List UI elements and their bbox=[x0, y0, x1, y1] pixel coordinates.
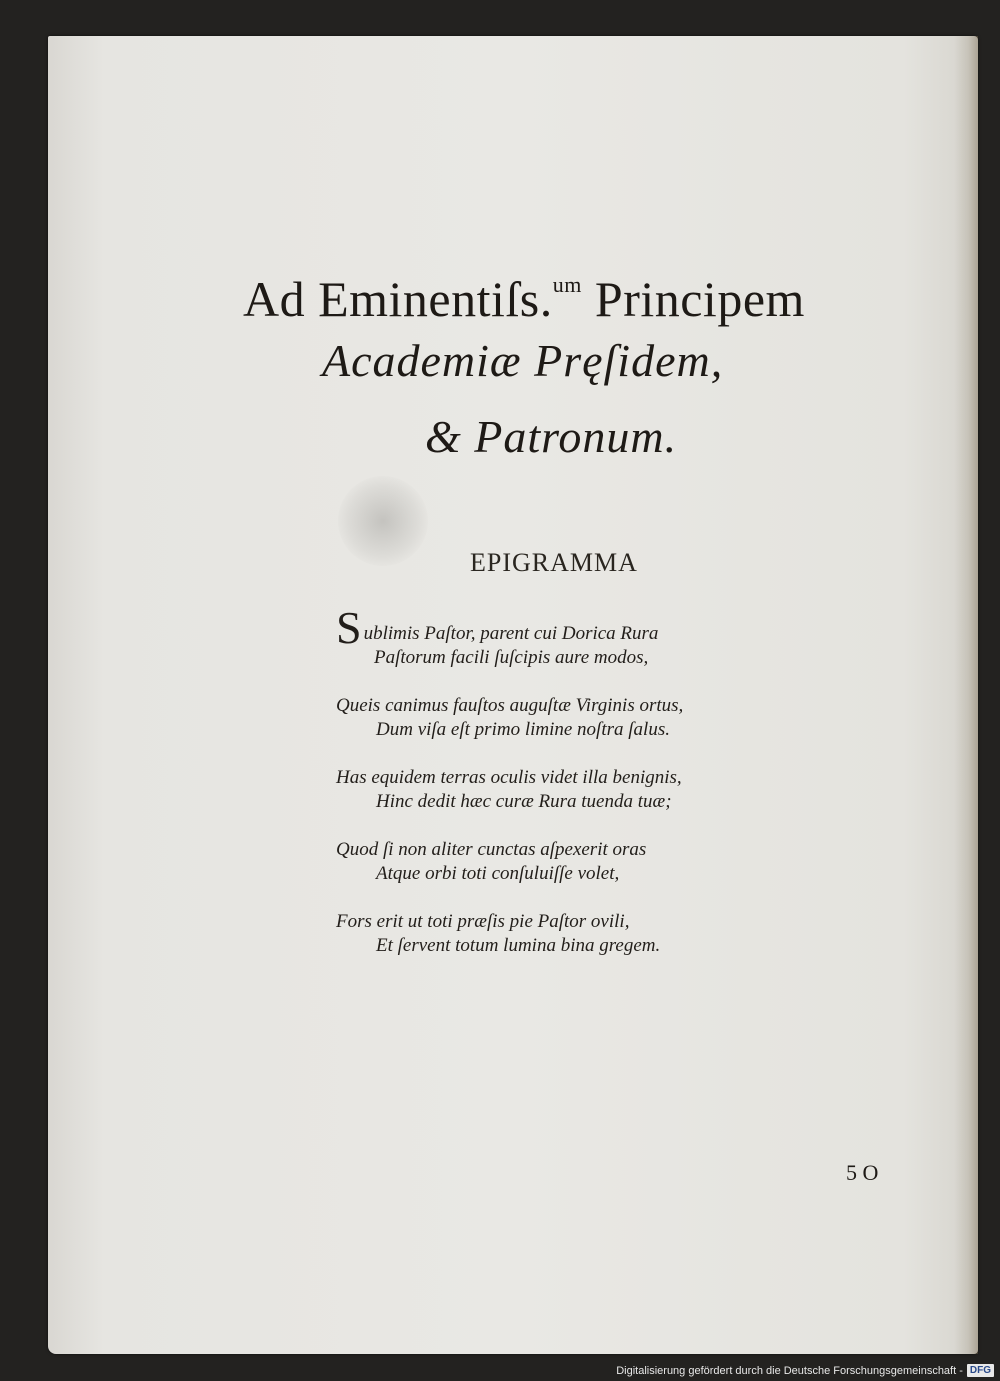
poem-line: Quod ſi non aliter cunctas aſpexerit oras bbox=[336, 839, 647, 860]
page-number: 5 O bbox=[846, 1160, 879, 1185]
footer-credit-text: Digitalisierung gefördert durch die Deutsche Forschungsgemeinschaft - bbox=[616, 1364, 963, 1377]
poem-stanza bbox=[336, 694, 816, 742]
poem-stanza bbox=[336, 766, 816, 814]
poem-stanza bbox=[336, 838, 816, 886]
poem-line: Atque orbi toti conſuluiſſe volet, bbox=[376, 863, 620, 884]
poem-stanza bbox=[336, 602, 816, 670]
poem-line-text: ublimis Paſtor, parent cui Dorica Rura bbox=[363, 623, 659, 644]
title-line-3: & Patronum. bbox=[425, 411, 678, 462]
poem-line: Fors erit ut toti præſis pie Paſtor ovili, bbox=[336, 911, 630, 932]
ink-smudge bbox=[338, 476, 428, 566]
dfg-logo-icon[interactable]: DFG bbox=[967, 1364, 994, 1377]
title-line-1-superscript: um bbox=[552, 272, 582, 297]
section-heading: EPIGRAMMA bbox=[470, 548, 638, 577]
poem-line: Et ſervent totum lumina bina gregem. bbox=[376, 935, 661, 956]
poem-line: Hinc dedit hæc curæ Rura tuenda tuæ; bbox=[376, 791, 672, 812]
poem-line: Queis canimus fauſtos auguſtæ Virginis ortus, bbox=[336, 695, 684, 716]
title-line-1 bbox=[243, 270, 805, 328]
digitization-footer bbox=[616, 1364, 994, 1377]
poem-line bbox=[336, 602, 816, 653]
poem-line: Has equidem terras oculis videt illa benignis, bbox=[336, 767, 682, 788]
epigram-poem bbox=[336, 602, 816, 982]
title-line-1-main: Ad Eminentiſs. bbox=[243, 271, 553, 327]
drop-cap: S bbox=[336, 602, 362, 653]
poem-line: Dum viſa eſt primo limine noſtra ſalus. bbox=[376, 719, 670, 740]
poem-stanza bbox=[336, 910, 816, 958]
poem-line: Paſtorum facili ſuſcipis aure modos, bbox=[374, 647, 649, 668]
title-line-1-end: Principem bbox=[594, 271, 805, 327]
title-line-2: Academiæ Pręſidem, bbox=[322, 335, 724, 386]
page-edge-shadow bbox=[954, 36, 978, 1354]
